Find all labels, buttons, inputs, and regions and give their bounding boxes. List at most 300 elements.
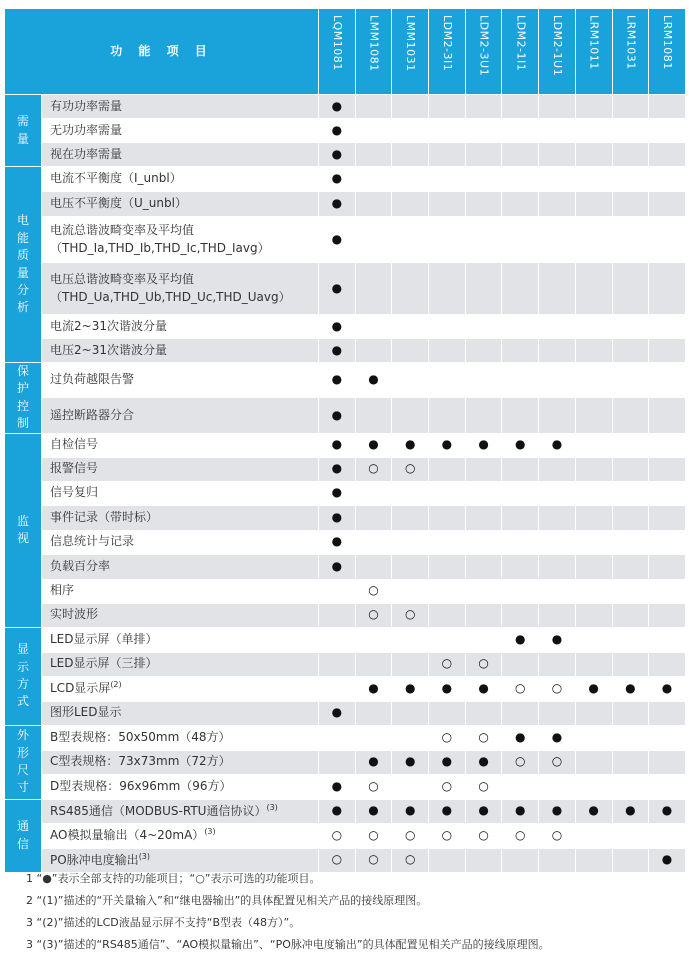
empty-cell	[539, 363, 576, 398]
empty-cell	[355, 701, 392, 725]
feature-label: PO脉冲电度输出$^{(3)}$	[42, 848, 319, 872]
feature-row	[5, 315, 686, 339]
empty-cell	[612, 579, 649, 603]
full-support-mark: ●	[319, 505, 356, 530]
model-header	[465, 9, 502, 95]
empty-cell	[429, 315, 466, 339]
feature-row	[5, 627, 686, 652]
empty-cell	[575, 652, 612, 676]
empty-cell	[575, 339, 612, 363]
empty-cell	[502, 603, 539, 627]
empty-cell	[319, 652, 356, 676]
empty-cell	[465, 363, 502, 398]
full-support-mark: ●	[355, 433, 392, 457]
empty-cell	[539, 192, 576, 217]
empty-cell	[465, 217, 502, 263]
empty-cell	[649, 192, 686, 217]
full-support-mark: ●	[502, 725, 539, 750]
feature-label: 自检信号	[42, 433, 319, 457]
feature-label: 电流2~31次谐波分量	[42, 315, 319, 339]
empty-cell	[612, 530, 649, 554]
full-support-mark: ●	[319, 363, 356, 398]
feature-row	[5, 119, 686, 143]
empty-cell	[649, 363, 686, 398]
empty-cell	[392, 167, 429, 192]
model-header	[429, 9, 466, 95]
empty-cell	[429, 167, 466, 192]
optional-mark: ○	[539, 676, 576, 701]
empty-cell	[612, 95, 649, 119]
full-support-mark: ●	[319, 774, 356, 799]
empty-cell	[575, 725, 612, 750]
empty-cell	[392, 627, 429, 652]
feature-column-header: 功 能 项 目	[5, 9, 319, 95]
empty-cell	[539, 217, 576, 263]
empty-cell	[612, 603, 649, 627]
feature-label: 信息统计与记录	[42, 530, 319, 554]
feature-row	[5, 603, 686, 627]
full-support-mark: ●	[429, 676, 466, 701]
empty-cell	[429, 554, 466, 579]
optional-mark: ○	[465, 774, 502, 799]
full-support-mark: ●	[319, 457, 356, 481]
empty-cell	[465, 95, 502, 119]
empty-cell	[355, 167, 392, 192]
full-support-mark: ●	[319, 95, 356, 119]
empty-cell	[429, 530, 466, 554]
feature-rows	[5, 95, 686, 873]
model-header	[392, 9, 429, 95]
footnote: 2 “(1)”描述的“开关量输入”和“继电器输出”的具体配置见相关产品的接线原理图。	[26, 894, 428, 907]
empty-cell	[355, 530, 392, 554]
model-name: LDM2-1U1	[550, 15, 564, 77]
model-header	[575, 9, 612, 95]
full-support-mark: ●	[319, 143, 356, 167]
empty-cell	[539, 701, 576, 725]
feature-row	[5, 143, 686, 167]
feature-row	[5, 652, 686, 676]
empty-cell	[612, 217, 649, 263]
optional-mark: ○	[355, 848, 392, 872]
optional-mark: ○	[355, 823, 392, 848]
empty-cell	[649, 750, 686, 774]
empty-cell	[539, 774, 576, 799]
empty-cell	[612, 823, 649, 848]
full-support-mark: ●	[502, 627, 539, 652]
empty-cell	[429, 603, 466, 627]
empty-cell	[539, 457, 576, 481]
empty-cell	[649, 603, 686, 627]
optional-mark: ○	[392, 823, 429, 848]
empty-cell	[392, 701, 429, 725]
empty-cell	[575, 750, 612, 774]
empty-cell	[502, 701, 539, 725]
empty-cell	[429, 627, 466, 652]
empty-cell	[575, 167, 612, 192]
empty-cell	[465, 192, 502, 217]
full-support-mark: ●	[355, 750, 392, 774]
empty-cell	[502, 315, 539, 339]
empty-cell	[429, 263, 466, 315]
empty-cell	[465, 505, 502, 530]
category-label: 外形尺寸	[5, 725, 42, 799]
feature-row	[5, 750, 686, 774]
empty-cell	[355, 339, 392, 363]
full-support-mark: ●	[649, 799, 686, 823]
feature-row	[5, 95, 686, 119]
empty-cell	[649, 579, 686, 603]
empty-cell	[319, 750, 356, 774]
empty-cell	[429, 143, 466, 167]
empty-cell	[575, 119, 612, 143]
empty-cell	[465, 143, 502, 167]
feature-row	[5, 823, 686, 848]
empty-cell	[392, 263, 429, 315]
empty-cell	[429, 339, 466, 363]
empty-cell	[392, 652, 429, 676]
empty-cell	[539, 398, 576, 433]
empty-cell	[649, 774, 686, 799]
full-support-mark: ●	[429, 799, 466, 823]
feature-label: 报警信号	[42, 457, 319, 481]
empty-cell	[429, 95, 466, 119]
feature-matrix-table	[4, 8, 686, 873]
optional-mark: ○	[502, 750, 539, 774]
empty-cell	[539, 339, 576, 363]
full-support-mark: ●	[319, 119, 356, 143]
empty-cell	[502, 119, 539, 143]
optional-mark: ○	[392, 848, 429, 872]
optional-mark: ○	[392, 457, 429, 481]
model-header	[649, 9, 686, 95]
empty-cell	[539, 119, 576, 143]
empty-cell	[392, 774, 429, 799]
empty-cell	[649, 95, 686, 119]
feature-row	[5, 433, 686, 457]
footnotes	[26, 868, 681, 956]
empty-cell	[502, 554, 539, 579]
feature-row	[5, 481, 686, 505]
feature-row	[5, 725, 686, 750]
empty-cell	[539, 481, 576, 505]
empty-cell	[575, 398, 612, 433]
optional-mark: ○	[539, 750, 576, 774]
empty-cell	[392, 481, 429, 505]
empty-cell	[465, 167, 502, 192]
footnote: 1 “●”表示全部支持的功能项目；“○”表示可选的功能项目。	[26, 872, 321, 885]
empty-cell	[575, 457, 612, 481]
empty-cell	[502, 217, 539, 263]
optional-mark: ○	[355, 603, 392, 627]
empty-cell	[612, 481, 649, 505]
feature-label: AO模拟量输出（4~20mA）$^{(3)}$	[42, 823, 319, 848]
empty-cell	[649, 725, 686, 750]
feature-label: B型表规格：50x50mm（48方）	[42, 725, 319, 750]
empty-cell	[429, 457, 466, 481]
empty-cell	[355, 315, 392, 339]
feature-row	[5, 363, 686, 398]
footnote-ref: (3)	[138, 851, 151, 861]
empty-cell	[649, 505, 686, 530]
model-name: LDM2-3I1	[440, 15, 454, 72]
empty-cell	[502, 481, 539, 505]
header-row	[5, 9, 686, 95]
empty-cell	[465, 339, 502, 363]
feature-label: 有功功率需量	[42, 95, 319, 119]
empty-cell	[429, 505, 466, 530]
empty-cell	[575, 505, 612, 530]
empty-cell	[612, 750, 649, 774]
empty-cell	[612, 701, 649, 725]
feature-label: 事件记录（带时标）	[42, 505, 319, 530]
full-support-mark: ●	[319, 263, 356, 315]
feature-row	[5, 579, 686, 603]
empty-cell	[612, 774, 649, 799]
feature-label: LED显示屏（三排）	[42, 652, 319, 676]
full-support-mark: ●	[319, 799, 356, 823]
feature-row	[5, 398, 686, 433]
empty-cell	[392, 363, 429, 398]
empty-cell	[612, 339, 649, 363]
empty-cell	[649, 627, 686, 652]
feature-label: C型表规格：73x73mm（72方）	[42, 750, 319, 774]
feature-row	[5, 530, 686, 554]
empty-cell	[319, 579, 356, 603]
empty-cell	[502, 263, 539, 315]
full-support-mark: ●	[319, 530, 356, 554]
empty-cell	[502, 652, 539, 676]
full-support-mark: ●	[355, 676, 392, 701]
optional-mark: ○	[319, 823, 356, 848]
full-support-mark: ●	[575, 676, 612, 701]
empty-cell	[355, 143, 392, 167]
optional-mark: ○	[429, 823, 466, 848]
empty-cell	[465, 481, 502, 505]
feature-label: 相序	[42, 579, 319, 603]
full-support-mark: ●	[319, 167, 356, 192]
empty-cell	[575, 481, 612, 505]
empty-cell	[355, 217, 392, 263]
optional-mark: ○	[355, 579, 392, 603]
full-support-mark: ●	[355, 363, 392, 398]
empty-cell	[429, 192, 466, 217]
empty-cell	[355, 652, 392, 676]
empty-cell	[465, 530, 502, 554]
empty-cell	[502, 579, 539, 603]
feature-label: D型表规格：96x96mm（96方）	[42, 774, 319, 799]
feature-row	[5, 799, 686, 823]
optional-mark: ○	[465, 725, 502, 750]
empty-cell	[612, 505, 649, 530]
empty-cell	[355, 192, 392, 217]
empty-cell	[539, 95, 576, 119]
category-label: 显示方式	[5, 627, 42, 725]
empty-cell	[539, 263, 576, 315]
empty-cell	[539, 603, 576, 627]
model-name: LMM1081	[367, 15, 381, 72]
model-name: LDM2-1I1	[514, 15, 528, 72]
optional-mark: ○	[465, 652, 502, 676]
empty-cell	[392, 398, 429, 433]
empty-cell	[612, 167, 649, 192]
empty-cell	[575, 363, 612, 398]
empty-cell	[429, 481, 466, 505]
empty-cell	[319, 627, 356, 652]
empty-cell	[465, 579, 502, 603]
empty-cell	[465, 457, 502, 481]
full-support-mark: ●	[392, 433, 429, 457]
full-support-mark: ●	[429, 750, 466, 774]
optional-mark: ○	[429, 725, 466, 750]
full-support-mark: ●	[392, 676, 429, 701]
model-header	[539, 9, 576, 95]
empty-cell	[355, 119, 392, 143]
feature-row	[5, 217, 686, 263]
empty-cell	[392, 192, 429, 217]
full-support-mark: ●	[319, 192, 356, 217]
feature-label: 过负荷越限告警	[42, 363, 319, 398]
category-label: 保护控制	[5, 363, 42, 434]
empty-cell	[612, 192, 649, 217]
empty-cell	[649, 217, 686, 263]
empty-cell	[539, 554, 576, 579]
empty-cell	[649, 315, 686, 339]
empty-cell	[465, 627, 502, 652]
optional-mark: ○	[502, 676, 539, 701]
feature-label: 电压不平衡度（U_unbl）	[42, 192, 319, 217]
category-label: 通信	[5, 799, 42, 872]
full-support-mark: ●	[649, 676, 686, 701]
empty-cell	[502, 398, 539, 433]
optional-mark: ○	[319, 848, 356, 872]
empty-cell	[429, 119, 466, 143]
feature-row	[5, 263, 686, 315]
empty-cell	[465, 603, 502, 627]
empty-cell	[649, 554, 686, 579]
full-support-mark: ●	[465, 750, 502, 774]
empty-cell	[392, 579, 429, 603]
optional-mark: ○	[392, 603, 429, 627]
feature-row	[5, 701, 686, 725]
empty-cell	[649, 143, 686, 167]
empty-cell	[502, 530, 539, 554]
empty-cell	[392, 339, 429, 363]
empty-cell	[429, 579, 466, 603]
empty-cell	[612, 143, 649, 167]
empty-cell	[539, 530, 576, 554]
feature-label: 负载百分率	[42, 554, 319, 579]
empty-cell	[355, 505, 392, 530]
empty-cell	[539, 143, 576, 167]
optional-mark: ○	[429, 774, 466, 799]
empty-cell	[392, 217, 429, 263]
empty-cell	[502, 167, 539, 192]
full-support-mark: ●	[319, 433, 356, 457]
feature-label: RS485通信（MODBUS-RTU通信协议）$^{(3)}$	[42, 799, 319, 823]
empty-cell	[575, 217, 612, 263]
empty-cell	[575, 315, 612, 339]
empty-cell	[612, 315, 649, 339]
empty-cell	[392, 119, 429, 143]
model-header	[612, 9, 649, 95]
empty-cell	[355, 725, 392, 750]
empty-cell	[429, 217, 466, 263]
empty-cell	[539, 579, 576, 603]
empty-cell	[612, 119, 649, 143]
empty-cell	[539, 315, 576, 339]
empty-cell	[575, 95, 612, 119]
empty-cell	[319, 676, 356, 701]
category-label: 需量	[5, 95, 42, 167]
optional-mark: ○	[355, 457, 392, 481]
full-support-mark: ●	[612, 676, 649, 701]
footnote: 3 “(2)”描述的LCD液晶显示屏不支持“B型表（48方）”。	[26, 916, 301, 929]
model-name: LDM2-3U1	[477, 15, 491, 77]
feature-row	[5, 554, 686, 579]
full-support-mark: ●	[612, 799, 649, 823]
empty-cell	[649, 119, 686, 143]
feature-label: 信号复归	[42, 481, 319, 505]
footnote: 3 “(3)”描述的“RS485通信”、“AO模拟量输出”、“PO脉冲电度输出”的具体配置见相关产品的接线原理图。	[26, 938, 550, 951]
full-support-mark: ●	[502, 433, 539, 457]
empty-cell	[355, 263, 392, 315]
full-support-mark: ●	[539, 799, 576, 823]
empty-cell	[502, 505, 539, 530]
empty-cell	[465, 554, 502, 579]
feature-label: 遥控断路器分合	[42, 398, 319, 433]
model-header	[355, 9, 392, 95]
empty-cell	[575, 554, 612, 579]
feature-label: 电流不平衡度（I_unbl）	[42, 167, 319, 192]
full-support-mark: ●	[319, 339, 356, 363]
feature-label: 视在功率需量	[42, 143, 319, 167]
empty-cell	[465, 315, 502, 339]
full-support-mark: ●	[319, 481, 356, 505]
empty-cell	[502, 192, 539, 217]
empty-cell	[649, 701, 686, 725]
model-name: LMM1031	[404, 15, 418, 72]
feature-row	[5, 457, 686, 481]
empty-cell	[355, 398, 392, 433]
empty-cell	[319, 725, 356, 750]
full-support-mark: ●	[539, 433, 576, 457]
full-support-mark: ●	[502, 799, 539, 823]
empty-cell	[649, 263, 686, 315]
footnote-ref: (2)	[110, 680, 122, 690]
full-support-mark: ●	[355, 799, 392, 823]
empty-cell	[649, 481, 686, 505]
full-support-mark: ●	[392, 799, 429, 823]
empty-cell	[649, 823, 686, 848]
full-support-mark: ●	[465, 799, 502, 823]
full-support-mark: ●	[392, 750, 429, 774]
empty-cell	[502, 774, 539, 799]
footnote-ref: (3)	[266, 802, 278, 812]
empty-cell	[575, 627, 612, 652]
full-support-mark: ●	[575, 799, 612, 823]
empty-cell	[429, 398, 466, 433]
model-name: LRM1081	[661, 15, 675, 70]
empty-cell	[392, 530, 429, 554]
empty-cell	[429, 701, 466, 725]
empty-cell	[649, 398, 686, 433]
feature-label: 无功功率需量	[42, 119, 319, 143]
feature-label: LED显示屏（单排）	[42, 627, 319, 652]
full-support-mark: ●	[319, 217, 356, 263]
model-header	[319, 9, 356, 95]
empty-cell	[392, 143, 429, 167]
optional-mark: ○	[539, 823, 576, 848]
